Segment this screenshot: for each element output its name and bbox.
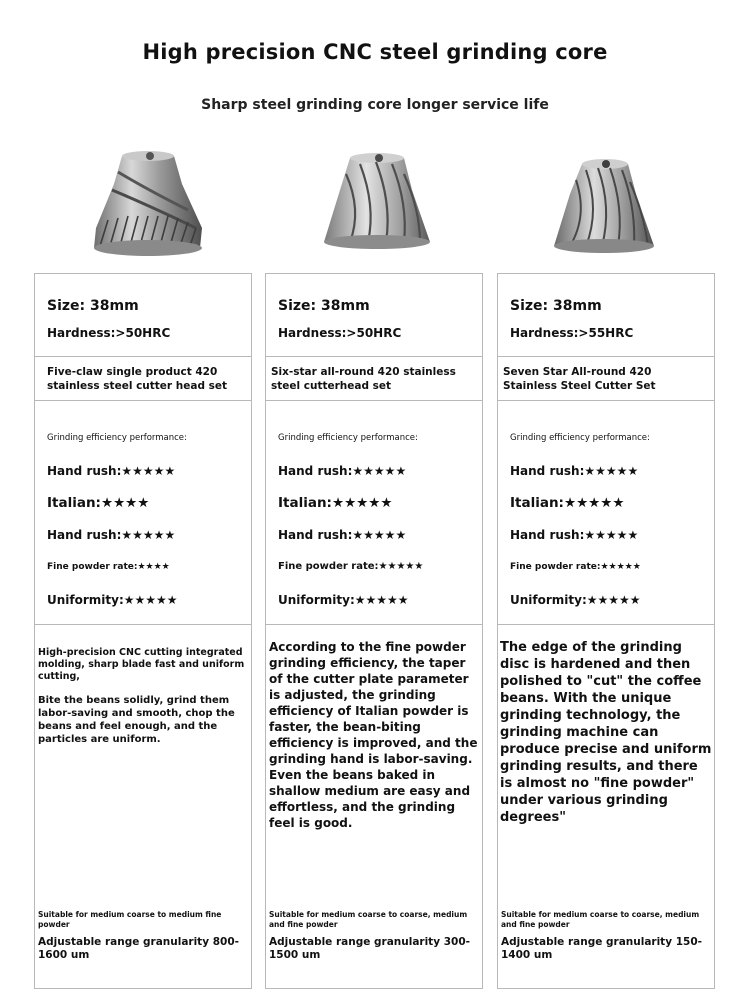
rating-label: Hand rush: (278, 464, 353, 478)
efficiency-section (498, 401, 714, 625)
rating-fine-powder (510, 562, 641, 572)
description-section (35, 625, 251, 990)
efficiency-section (266, 401, 482, 625)
description-section (498, 625, 714, 990)
rating-stars: ★★★★ (137, 562, 170, 572)
product-name: Six-star all-round 420 stainless steel cutterhead set (271, 366, 456, 392)
rating-hand-rush-2 (47, 528, 175, 542)
rating-stars: ★★★★★ (331, 495, 393, 511)
rating-label: Hand rush: (510, 528, 585, 542)
rating-stars: ★★★★★ (354, 593, 409, 607)
description-text: According to the fine powder grinding efficiency, the taper of the cutter plate parameter is adjusted, the grinding efficiency of Italian powder is faster, the bean-biting efficiency is improved, and the grinding hand is labor-saving. Even the beans baked in shallow medium are easy and effortless, and the grinding feel is good. (269, 640, 478, 830)
rating-hand-rush-2 (278, 528, 406, 542)
description-text: The edge of the grinding disc is hardened and then polished to "cut" the coffee beans. With the unique grinding technology, the grinding machine can produce precise and uniform grinding results, and there is almost no "fine powder" under various grinding degrees" (500, 640, 712, 825)
rating-hand-rush (47, 464, 175, 478)
rating-label: Uniformity: (510, 593, 587, 607)
six-star-burr-image (312, 150, 442, 265)
seven-star-burr-image (540, 150, 670, 265)
adjustable-range: Adjustable range granularity 800-1600 um (38, 936, 239, 961)
product-name: Seven Star All-round 420 Stainless Steel Cutter Set (503, 366, 656, 392)
rating-stars: ★★★★★ (600, 562, 641, 572)
adjustable-range: Adjustable range granularity 150-1400 um (501, 936, 702, 961)
efficiency-title: Grinding efficiency performance: (47, 433, 187, 443)
rating-stars: ★★★★ (100, 495, 150, 511)
suitable-note: Suitable for medium coarse to coarse, medium and fine powder (269, 910, 468, 929)
rating-stars: ★★★★★ (123, 593, 178, 607)
spec-section (35, 274, 251, 357)
product-card-five-claw (34, 273, 252, 989)
description-section (266, 625, 482, 990)
description-line-1: High-precision CNC cutting integrated molding, sharp blade fast and uniform cutting, (38, 647, 245, 682)
rating-uniformity (278, 593, 409, 607)
rating-label: Hand rush: (278, 528, 353, 542)
rating-label: Italian: (278, 495, 332, 511)
product-name-section (498, 357, 714, 401)
rating-label: Uniformity: (278, 593, 355, 607)
rating-stars: ★★★★★ (121, 528, 176, 542)
spec-section (266, 274, 482, 357)
rating-italian (510, 495, 624, 511)
product-card-seven-star (497, 273, 715, 989)
rating-stars: ★★★★★ (586, 593, 641, 607)
rating-label: Fine powder rate: (47, 562, 138, 572)
rating-fine-powder (278, 561, 423, 572)
rating-label: Italian: (47, 495, 101, 511)
efficiency-section (35, 401, 251, 625)
hardness-label: Hardness:>55HRC (510, 326, 634, 340)
rating-label: Hand rush: (47, 464, 122, 478)
efficiency-title: Grinding efficiency performance: (510, 433, 650, 443)
rating-stars: ★★★★★ (378, 561, 424, 572)
page-subtitle: Sharp steel grinding core longer service life (201, 97, 549, 113)
product-name-section (266, 357, 482, 401)
rating-uniformity (510, 593, 641, 607)
rating-label: Hand rush: (47, 528, 122, 542)
hardness-label: Hardness:>50HRC (47, 326, 171, 340)
rating-label: Uniformity: (47, 593, 124, 607)
hardness-label: Hardness:>50HRC (278, 326, 402, 340)
spec-section (498, 274, 714, 357)
rating-stars: ★★★★★ (584, 464, 639, 478)
rating-label: Hand rush: (510, 464, 585, 478)
description-line-2: Bite the beans solidly, grind them labor-saving and smooth, chop the beans and feel enough, and the particles are uniform. (38, 695, 235, 745)
efficiency-title: Grinding efficiency performance: (278, 433, 418, 443)
adjustable-range: Adjustable range granularity 300-1500 um (269, 936, 470, 961)
suitable-note: Suitable for medium coarse to coarse, medium and fine powder (501, 910, 700, 929)
product-name: Five-claw single product 420 stainless steel cutter head set (47, 366, 228, 392)
rating-stars: ★★★★★ (352, 528, 407, 542)
rating-hand-rush-2 (510, 528, 638, 542)
rating-fine-powder (47, 562, 170, 572)
rating-label: Italian: (510, 495, 564, 511)
rating-italian (47, 495, 149, 511)
rating-label: Fine powder rate: (278, 561, 379, 572)
rating-hand-rush (278, 464, 406, 478)
product-name-section (35, 357, 251, 401)
size-label: Size: 38mm (278, 298, 370, 314)
rating-stars: ★★★★★ (563, 495, 625, 511)
page-title: High precision CNC steel grinding core (142, 40, 608, 64)
five-claw-burr-image (78, 150, 218, 265)
rating-uniformity (47, 593, 178, 607)
rating-italian (278, 495, 392, 511)
size-label: Size: 38mm (510, 298, 602, 314)
rating-stars: ★★★★★ (352, 464, 407, 478)
rating-stars: ★★★★★ (121, 464, 176, 478)
rating-stars: ★★★★★ (584, 528, 639, 542)
rating-hand-rush (510, 464, 638, 478)
size-label: Size: 38mm (47, 298, 139, 314)
product-card-six-star (265, 273, 483, 989)
suitable-note: Suitable for medium coarse to medium fine powder (38, 910, 222, 929)
rating-label: Fine powder rate: (510, 562, 601, 572)
